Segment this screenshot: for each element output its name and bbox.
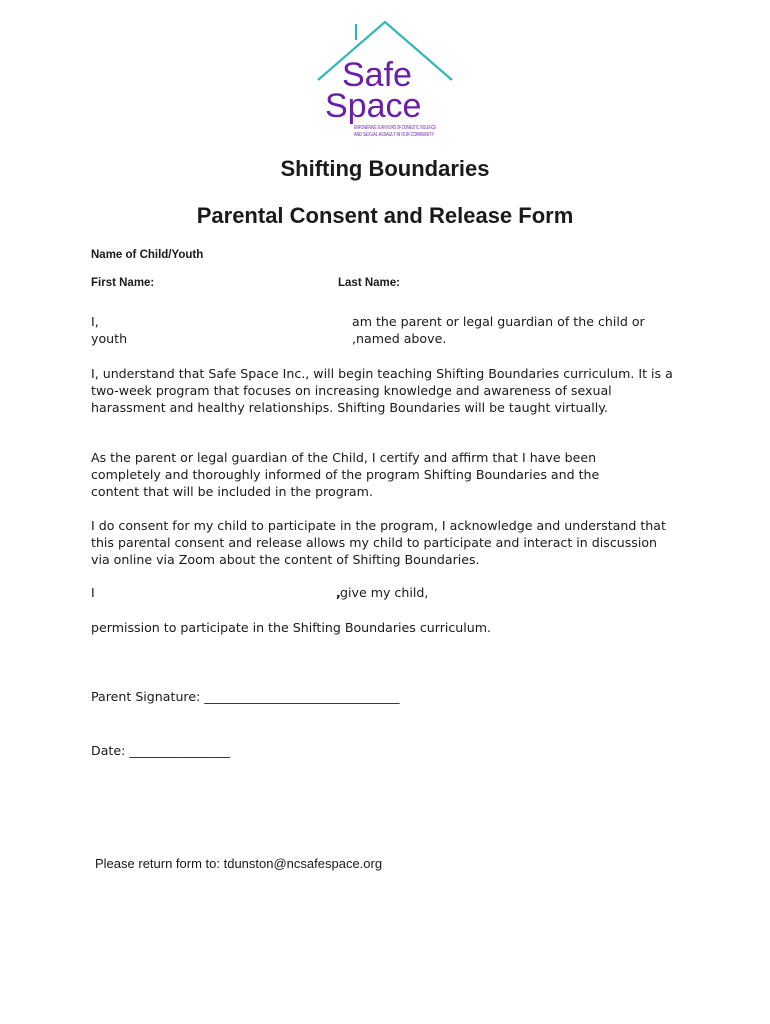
- form-title: Shifting Boundaries: [280, 156, 490, 181]
- date-line[interactable]: Date: ________________: [91, 743, 231, 758]
- paragraph-program-intro: I, understand that Safe Space Inc., will begin teaching Shifting Boundaries curriculum. It is a two-week program that focuses on increasing knowledge and awareness of sexual harassment and healthy relationships. Shifting Boundaries will be taught virtually.: [91, 366, 673, 415]
- parent-signature-line[interactable]: Parent Signature: _______________________________: [91, 689, 400, 704]
- return-instructions: Please return form to: tdunston@ncsafespace.org: [95, 856, 383, 871]
- paragraph-consent: I do consent for my child to participate in the program, I acknowledge and understand that this parental consent and release allows my child to participate and interact in discussion via online via Zoom about the content of Shifting Boundaries.: [91, 518, 666, 567]
- first-name-label: First Name:: [91, 277, 155, 289]
- logo-text-safe: Safe: [342, 56, 412, 94]
- paragraph-certification: As the parent or legal guardian of the Child, I certify and affirm that I have been completely and thoroughly informed of the program Shifting Boundaries and the content that will be included in the program.: [91, 450, 600, 499]
- permission-comma: ,: [336, 585, 341, 600]
- logo-text-space: Space: [325, 87, 422, 125]
- guardian-line-left-1: I,: [91, 314, 99, 329]
- permission-give-child: give my child,: [340, 585, 429, 600]
- guardian-line-right-2: ,named above.: [352, 331, 447, 346]
- permission-prefix: I: [91, 585, 95, 600]
- logo-tagline-2: AND SEXUAL ASSAULT IN OUR COMMUNITY: [354, 132, 435, 138]
- permission-statement: permission to participate in the Shifting Boundaries curriculum.: [91, 620, 492, 635]
- form-subtitle: Parental Consent and Release Form: [196, 203, 574, 228]
- child-section-label: Name of Child/Youth: [91, 249, 204, 261]
- logo-tagline-1: EMPOWERING SURVIVORS OF DOMESTIC VIOLENCE: [354, 125, 437, 131]
- guardian-line-right-1: am the parent or legal guardian of the child or: [352, 314, 645, 329]
- guardian-line-left-2: youth: [91, 331, 128, 346]
- safe-space-logo: [312, 18, 458, 142]
- last-name-label: Last Name:: [338, 277, 400, 289]
